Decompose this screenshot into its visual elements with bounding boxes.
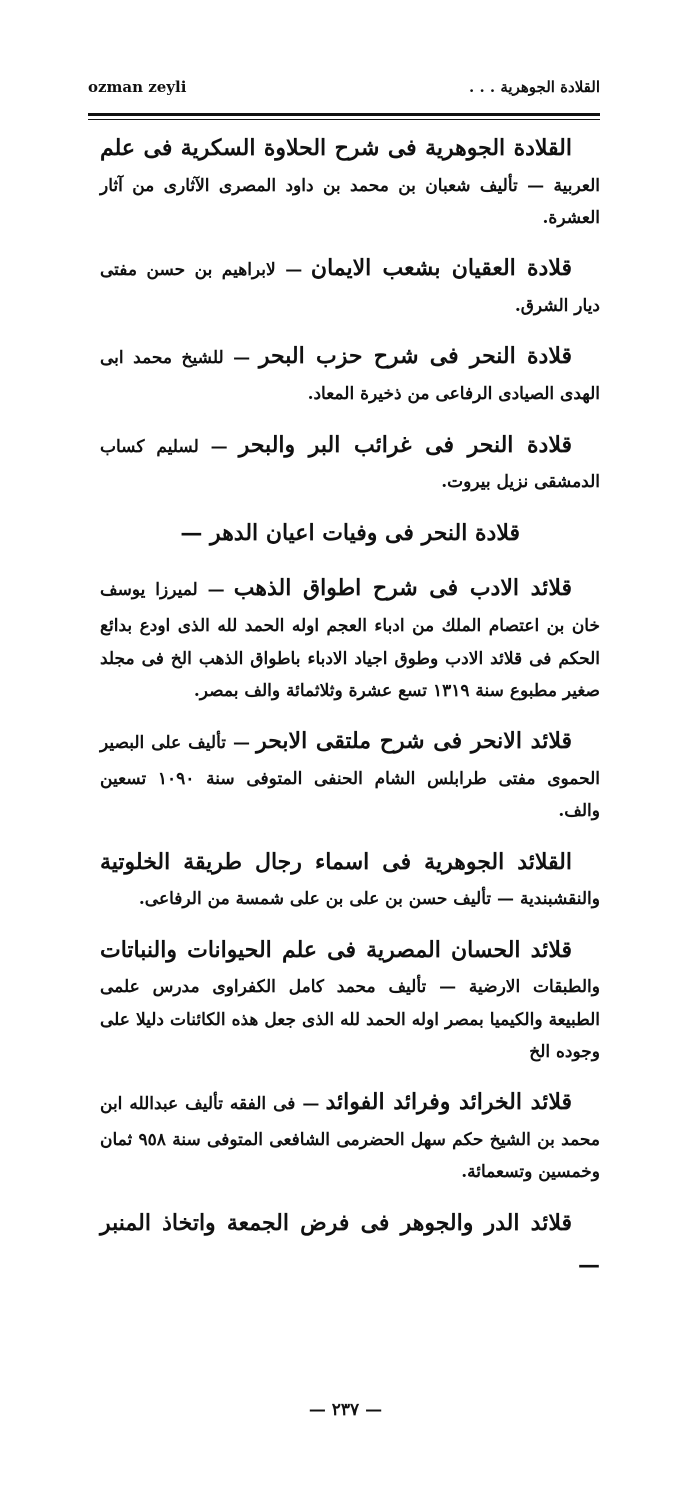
entry-body: — لابراهيم بن حسن مفتى ديار الشرق. — [100, 260, 600, 317]
entry — [100, 721, 600, 827]
entry-title: قلادة العقيان بشعب الايمان — [310, 255, 572, 282]
entry-body: — للشيخ محمد ابى الهدى الصيادى الرفاعى من ذخيرة المعاد. — [100, 348, 600, 405]
entry — [100, 842, 600, 916]
entry-body: — لميرزا يوسف خان بن اعتصام الملك من ادباء العجم اوله الحمد لله الذى اودع بدائع الحكم فى قلائد الادب وطوق اجياد الادباء باطواق الذهب الخ فى مجلد صغير مطبوع سنة ١٣١٩ تسع عشرة وثلاثمائة والف بمصر. — [100, 580, 600, 701]
entry-title: قلادة النحر فى وفيات اعيان الدهر — — [180, 519, 520, 546]
entry — [100, 1203, 600, 1287]
entry-body: والطبقات الارضية — تأليف محمد كامل الكفراوى مدرس علمى الطبيعة والكيميا بمصر اوله الحمد لله الذى جعل هذه الكائنات دليلا على وجوده الخ — [100, 977, 600, 1063]
entry — [100, 128, 600, 234]
header-rule-thick — [88, 113, 600, 116]
entry-body: والنقشبندية — تأليف حسن بن على بن على شمسة من الرفاعى. — [138, 889, 600, 910]
header-rule-thin — [88, 119, 600, 120]
entry-body: — تأليف على البصير الحموى مفتى طرابلس الشام الحنفى المتوفى سنة ١٠٩٠ تسعين والف. — [100, 733, 600, 822]
entry — [100, 513, 600, 555]
entry-body: — لسليم كساب الدمشقى نزيل بيروت. — [100, 436, 600, 493]
entry-body: — فى الفقه تأليف عبدالله ابن محمد بن الشيخ حكم سهل الحضرمى الشافعى المتوفى سنة ٩٥٨ ثمان وخمسين وتسعمائة. — [100, 1094, 600, 1183]
entry-body: العربية — تأليف شعبان بن محمد بن داود المصرى الآثارى من آثار العشرة. — [100, 175, 600, 229]
entry-title: قلادة النحر فى شرح حزب البحر — [258, 343, 572, 370]
entry — [100, 1082, 600, 1188]
entry-title: قلائد الادب فى شرح اطواق الذهب — [233, 575, 572, 602]
page-number: — ٢٣٧ — — [308, 1400, 383, 1420]
entry-title: القلائد الجوهرية فى اسماء رجال طريقة الخلوتية — [100, 848, 572, 875]
entry-title: قلائد الحسان المصرية فى علم الحيوانات والنباتات — [100, 936, 572, 963]
entry — [100, 568, 600, 707]
entry — [100, 930, 600, 1069]
entry — [100, 425, 600, 499]
header-left-text: ozman zeyli — [88, 78, 187, 96]
entry-title: قلادة النحر فى غرائب البر والبحر — [238, 431, 572, 458]
entry-title: قلائد الانحر فى شرح ملتقى الابحر — [256, 728, 572, 755]
running-header — [88, 78, 600, 104]
entry-title: قلائد الدر والجوهر فى فرض الجمعة واتخاذ المنبر — — [100, 1209, 600, 1278]
entry-title: القلادة الجوهرية فى شرح الحلاوة السكرية فى علم — [100, 135, 572, 161]
header-right-text: القلادة الجوهرية . . . — [469, 78, 600, 96]
entry — [100, 336, 600, 410]
body-text — [100, 128, 600, 1300]
entry — [100, 248, 600, 322]
entry-title: قلائد الخرائد وفرائد الفوائد — [325, 1089, 572, 1116]
